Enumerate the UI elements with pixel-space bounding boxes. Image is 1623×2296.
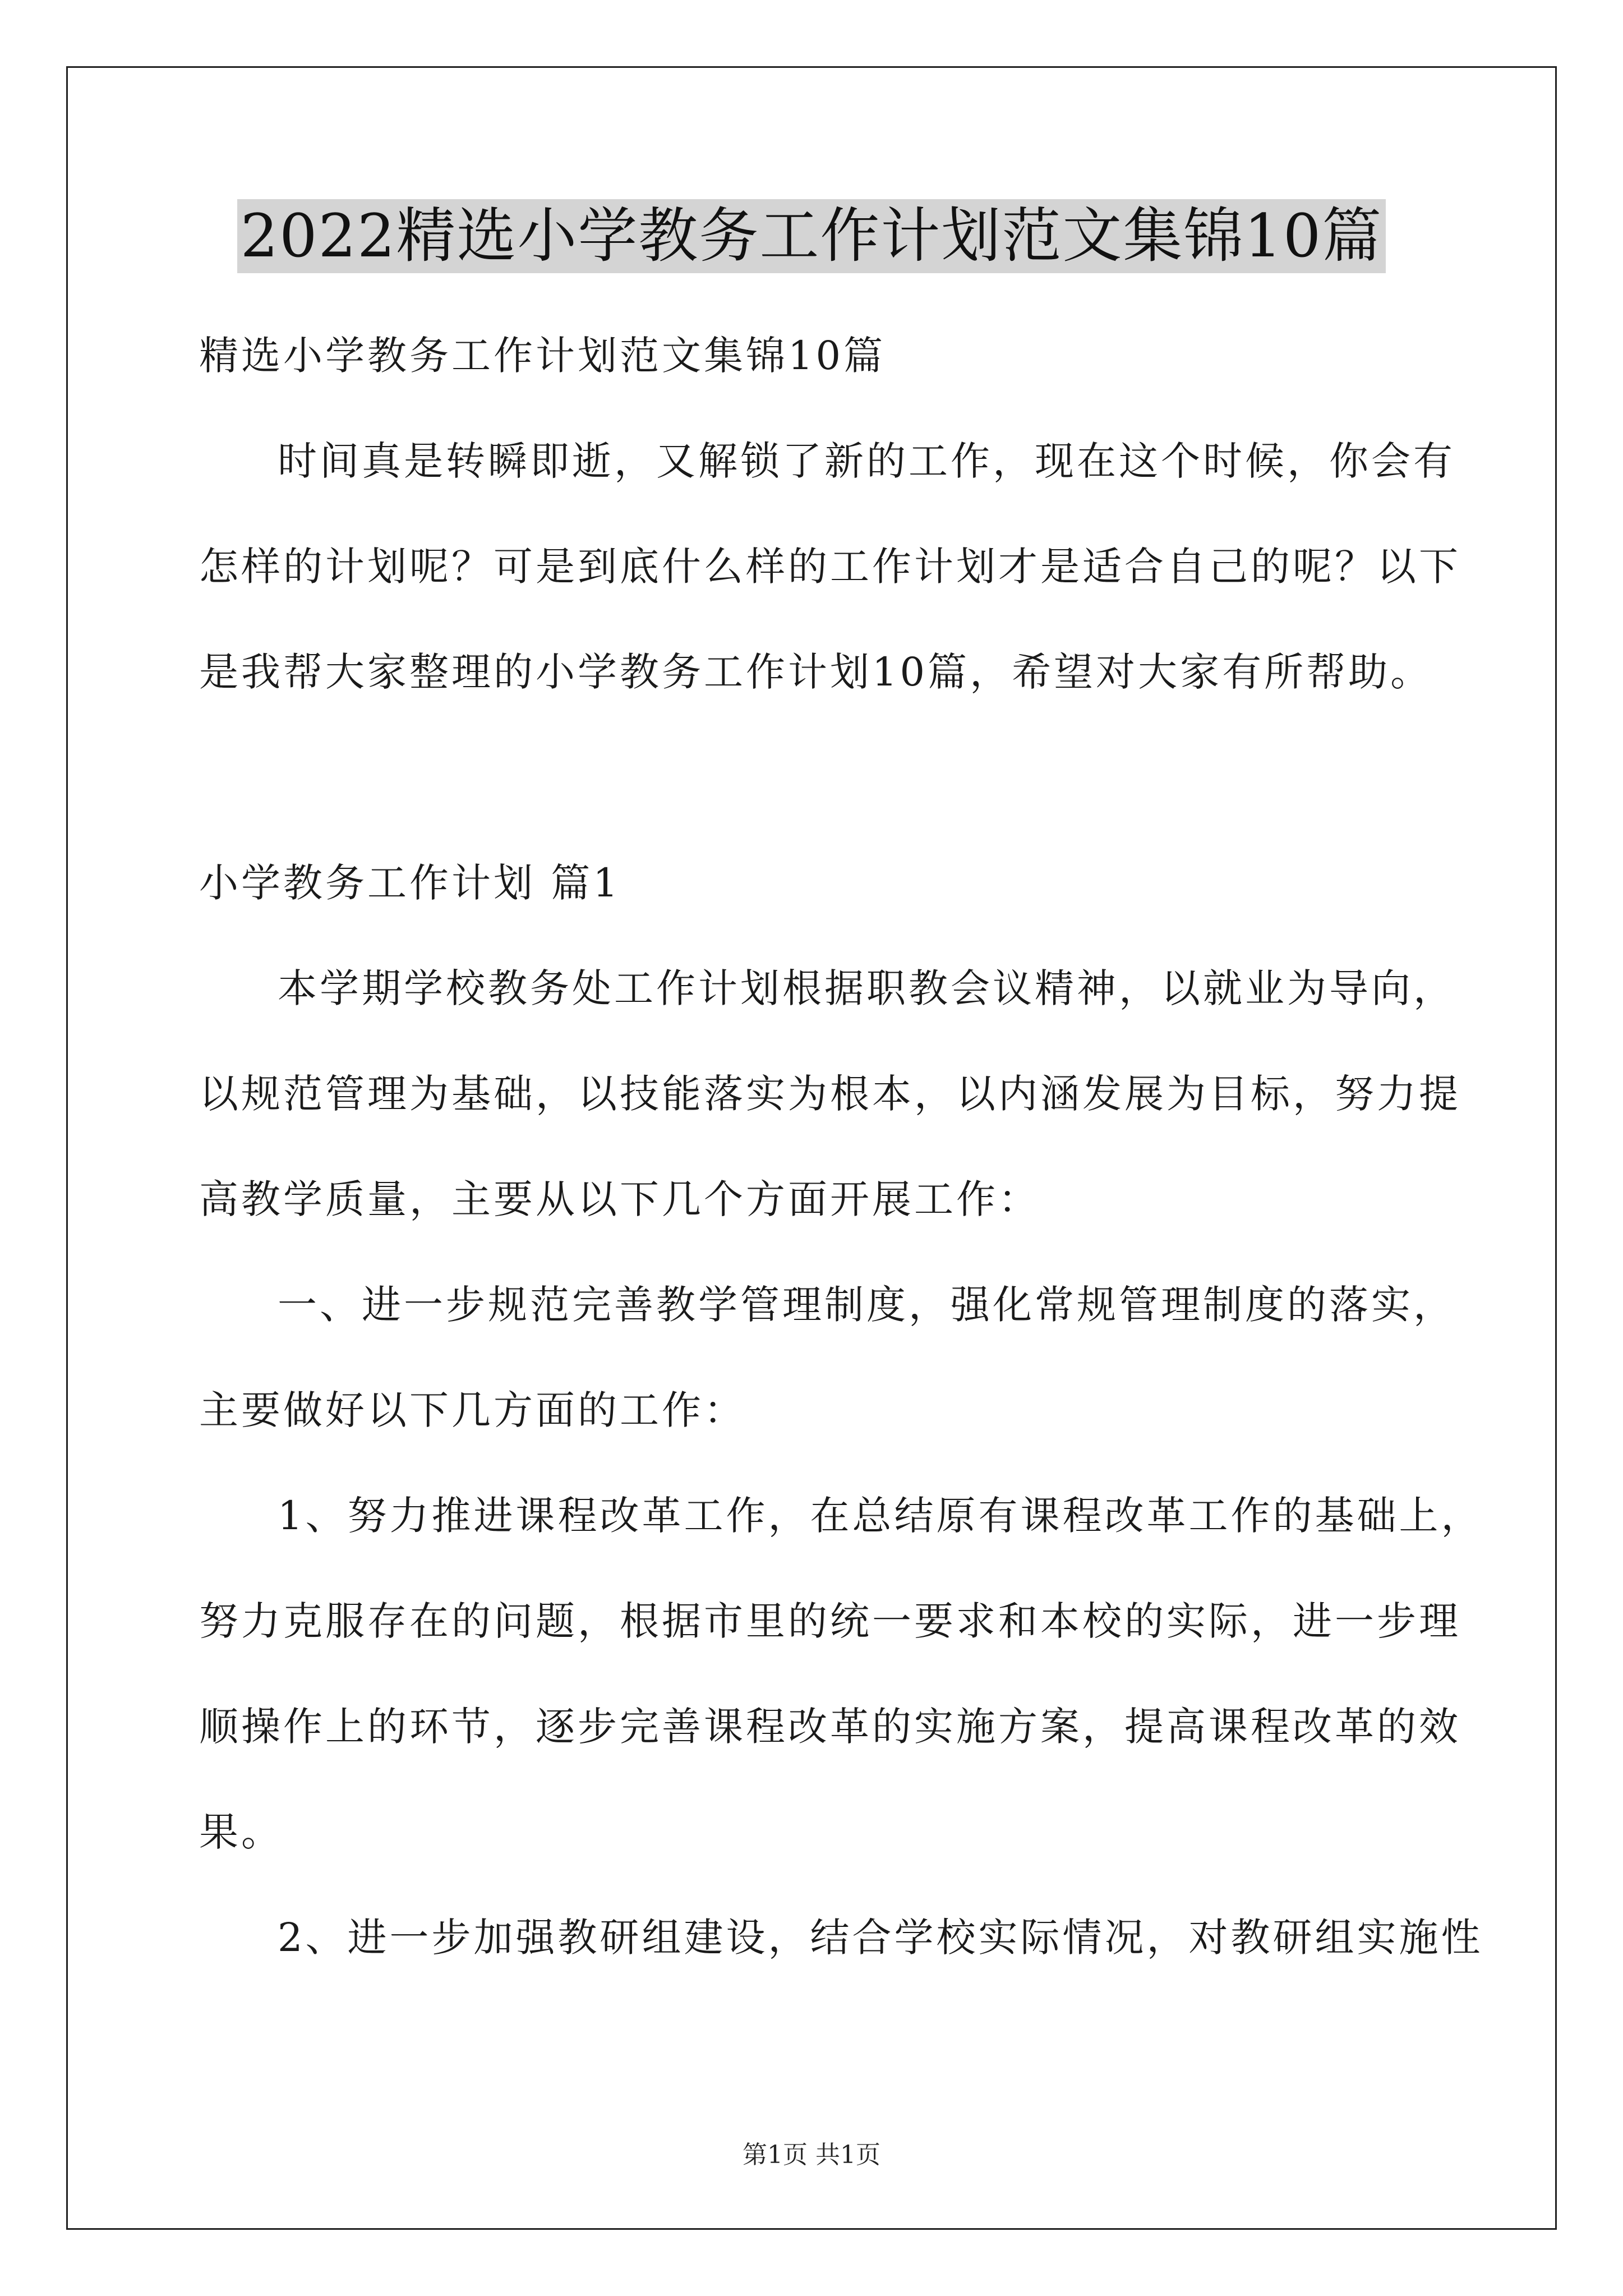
- paragraph-line: 2、进一步加强教研组建设，结合学校实际情况，对教研组实施性: [278, 1915, 1483, 1961]
- paragraph-line: 以规范管理为基础，以技能落实为根本，以内涵发展为目标，努力提: [199, 1071, 1461, 1117]
- section-heading: 小学教务工作计划 篇1: [199, 860, 621, 906]
- intro-line: 是我帮大家整理的小学教务工作计划10篇，希望对大家有所帮助。: [199, 649, 1433, 695]
- paragraph-line: 高教学质量，主要从以下几个方面开展工作：: [199, 1176, 1040, 1222]
- paragraph-line: 努力克服存在的问题，根据市里的统一要求和本校的实际，进一步理: [199, 1598, 1461, 1644]
- intro-line: 怎样的计划呢？可是到底什么样的工作计划才是适合自己的呢？以下: [199, 544, 1461, 590]
- paragraph-line: 主要做好以下几方面的工作：: [199, 1387, 746, 1433]
- paragraph-line: 本学期学校教务处工作计划根据职教会议精神，以就业为导向，: [278, 965, 1455, 1011]
- document-title: 2022精选小学教务工作计划范文集锦10篇: [237, 199, 1386, 273]
- paragraph-line: 1、努力推进课程改革工作，在总结原有课程改革工作的基础上，: [278, 1493, 1483, 1539]
- page-footer: 第1页 共1页: [743, 2141, 880, 2169]
- document-subtitle: 精选小学教务工作计划范文集锦10篇: [199, 333, 886, 379]
- blank-line: [199, 725, 1436, 830]
- paragraph-line: 顺操作上的环节，逐步完善课程改革的实施方案，提高课程改革的效: [199, 1704, 1461, 1750]
- paragraph-line: 一、进一步规范完善教学管理制度，强化常规管理制度的落实，: [278, 1282, 1455, 1328]
- document-body: [199, 303, 1483, 1990]
- title-container: [0, 199, 1623, 273]
- paragraph-line: 果。: [199, 1809, 283, 1855]
- intro-line: 时间真是转瞬即逝，又解锁了新的工作，现在这个时候，你会有: [278, 438, 1455, 484]
